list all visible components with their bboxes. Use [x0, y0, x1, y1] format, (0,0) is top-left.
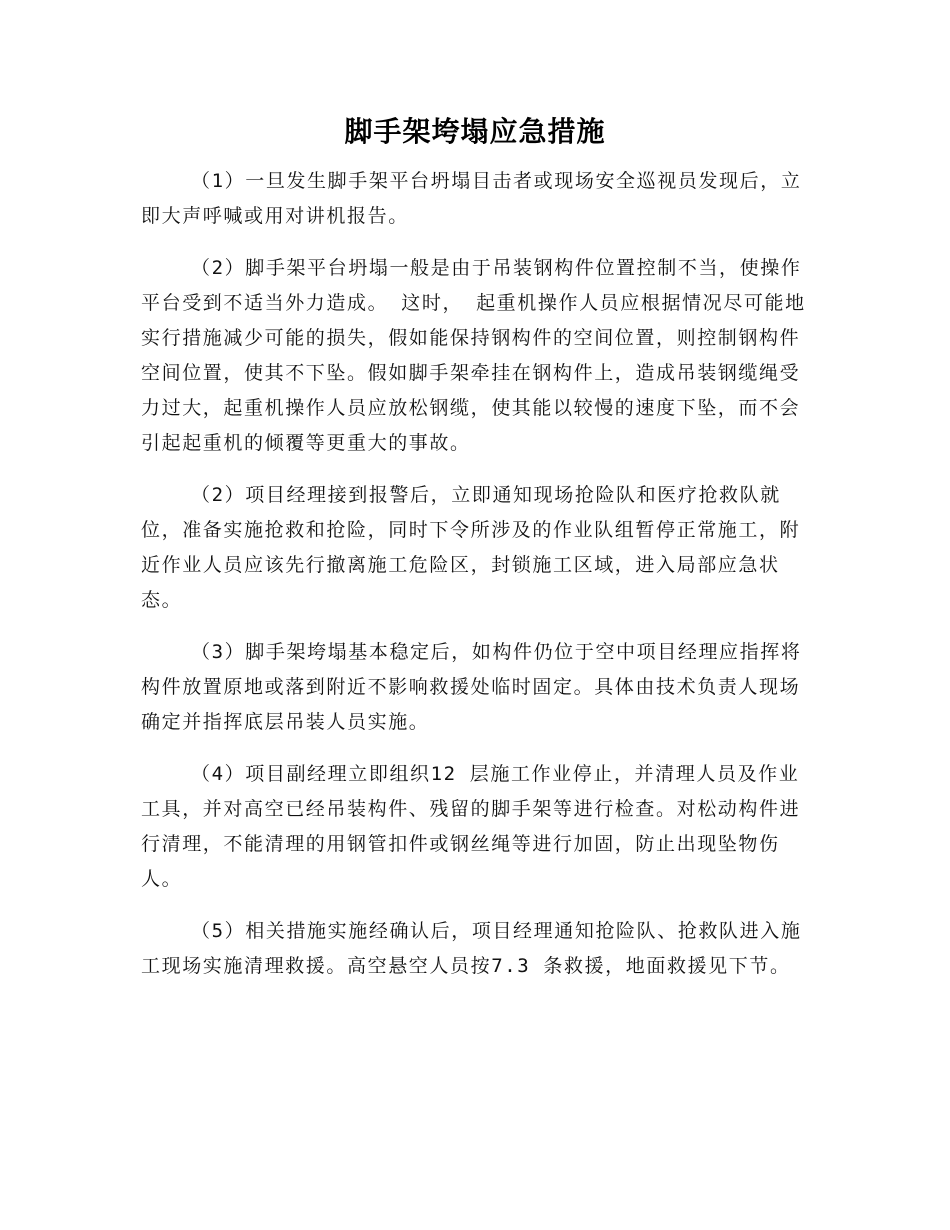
- paragraph-1: （1）一旦发生脚手架平台坍塌目击者或现场安全巡视员发现后，立即大声呼喊或用对讲机报告。: [141, 170, 802, 227]
- paragraph-6: （5）相关措施实施经确认后，项目经理通知抢险队、抢救队进入施工现场实施清理救援。高空悬空人员按7.3 条救援，地面救援见下节。: [141, 920, 802, 977]
- paragraph-5: （4）项目副经理立即组织12 层施工作业停止，并清理人员及作业工具，并对高空已经吊装构件、残留的脚手架等进行检查。对松动构件进行清理，不能清理的用钢管扣件或钢丝绳等进行加固，防止出现坠物伤人。: [141, 763, 801, 890]
- paragraph-4: （3）脚手架垮塌基本稳定后，如构件仍位于空中项目经理应指挥将构件放置原地或落到附近不影响救援处临时固定。具体由技术负责人现场确定并指挥底层吊装人员实施。: [141, 641, 802, 733]
- page-title: 脚手架垮塌应急措施: [344, 115, 606, 148]
- paragraph-2: （2）脚手架平台坍塌一般是由于吊装钢构件位置控制不当，使操作平台受到不适当外力造成。 这时， 起重机操作人员应根据情况尽可能地实行措施减少可能的损失，假如能保持钢构件的空间位置，则控制钢构件空间位置，使其不下坠。假如脚手架牵挂在钢构件上，造成吊装钢缆绳受力过大，起重机操作人员应放松钢缆，使其能以较慢的速度下坠，而不会引起起重机的倾覆等更重大的事故。: [141, 257, 806, 454]
- document-body: [141, 164, 809, 1001]
- paragraph-3: （2）项目经理接到报警后，立即通知现场抢险队和医疗抢救队就位，准备实施抢救和抢险，同时下令所涉及的作业队组暂停正常施工，附近作业人员应该先行撤离施工危险区，封锁施工区域，进入局部应急状态。: [141, 484, 801, 611]
